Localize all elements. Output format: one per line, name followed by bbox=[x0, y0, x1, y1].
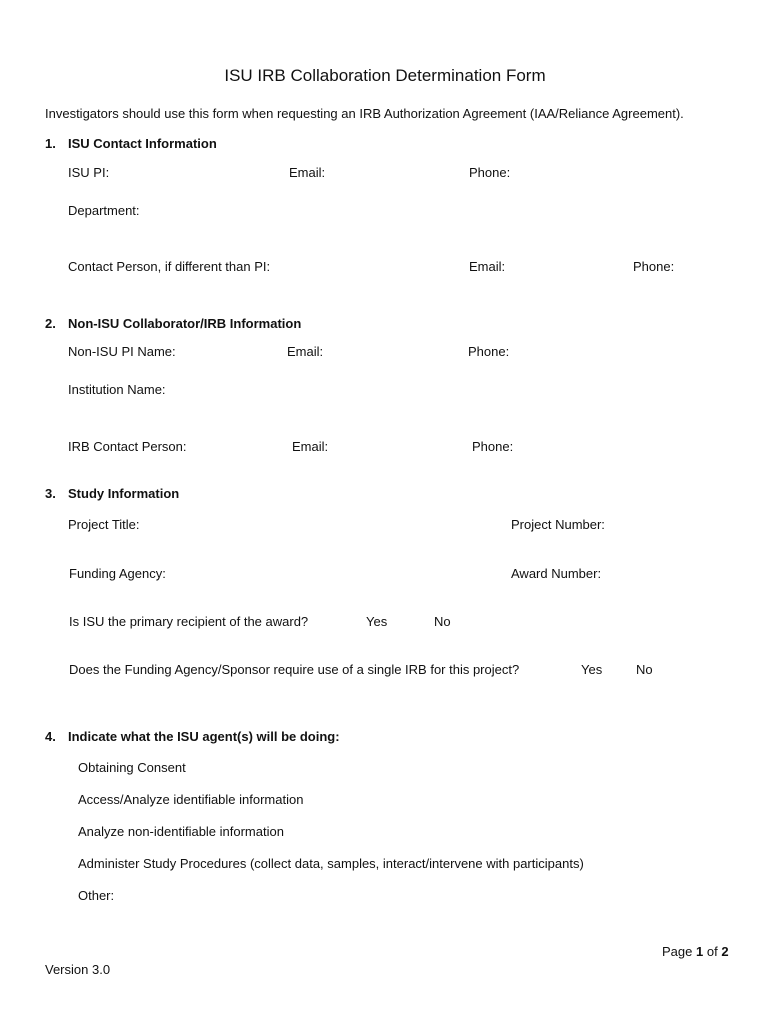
page-title: ISU IRB Collaboration Determination Form bbox=[224, 66, 546, 85]
section-2-heading: Non-ISU Collaborator/IRB Information bbox=[68, 316, 302, 331]
section-2-number: 2. bbox=[45, 316, 56, 331]
section-3-number: 3. bbox=[45, 486, 56, 501]
of-word: of bbox=[706, 944, 718, 959]
primary-recipient-question: Is ISU the primary recipient of the award? bbox=[69, 614, 309, 629]
page-current: 1 bbox=[696, 944, 704, 959]
contact-person-label: Contact Person, if different than PI: bbox=[68, 259, 271, 274]
non-isu-email-label: Email: bbox=[287, 344, 324, 359]
section-1-heading: ISU Contact Information bbox=[68, 136, 217, 151]
section-4-heading: Indicate what the ISU agent(s) will be doing: bbox=[68, 729, 340, 744]
contact-phone-label: Phone: bbox=[633, 259, 675, 274]
option-other[interactable]: Other: bbox=[78, 888, 115, 903]
project-number-label: Project Number: bbox=[511, 517, 605, 532]
page-number bbox=[662, 944, 729, 960]
department-label: Department: bbox=[68, 203, 140, 218]
page-total: 2 bbox=[721, 944, 729, 959]
page-word: Page bbox=[662, 944, 693, 959]
isu-pi-label: ISU PI: bbox=[68, 165, 110, 180]
version-label: Version 3.0 bbox=[45, 962, 111, 977]
irb-contact-phone-label: Phone: bbox=[472, 439, 514, 454]
funding-agency-label: Funding Agency: bbox=[69, 566, 166, 581]
option-analyze-non-identifiable[interactable]: Analyze non-identifiable information bbox=[78, 824, 284, 839]
section-1-number: 1. bbox=[45, 136, 56, 151]
non-isu-phone-label: Phone: bbox=[468, 344, 510, 359]
primary-recipient-no[interactable]: No bbox=[434, 614, 451, 629]
option-access-identifiable[interactable]: Access/Analyze identifiable information bbox=[78, 792, 304, 807]
non-isu-pi-label: Non-ISU PI Name: bbox=[68, 344, 176, 359]
contact-email-label: Email: bbox=[469, 259, 506, 274]
isu-pi-email-label: Email: bbox=[289, 165, 326, 180]
option-administer-procedures[interactable]: Administer Study Procedures (collect data, samples, interact/intervene with participants) bbox=[78, 856, 584, 871]
single-irb-yes[interactable]: Yes bbox=[581, 662, 603, 677]
project-title-label: Project Title: bbox=[68, 517, 140, 532]
section-4-number: 4. bbox=[45, 729, 56, 744]
primary-recipient-yes[interactable]: Yes bbox=[366, 614, 388, 629]
single-irb-question: Does the Funding Agency/Sponsor require use of a single IRB for this project? bbox=[69, 662, 520, 677]
isu-pi-phone-label: Phone: bbox=[469, 165, 511, 180]
single-irb-no[interactable]: No bbox=[636, 662, 653, 677]
award-number-label: Award Number: bbox=[511, 566, 602, 581]
section-3-heading: Study Information bbox=[68, 486, 180, 501]
irb-contact-email-label: Email: bbox=[292, 439, 329, 454]
irb-contact-label: IRB Contact Person: bbox=[68, 439, 187, 454]
option-obtaining-consent[interactable]: Obtaining Consent bbox=[78, 760, 186, 775]
intro-text: Investigators should use this form when requesting an IRB Authorization Agreement (IAA/Reliance Agreement). bbox=[45, 106, 684, 121]
institution-label: Institution Name: bbox=[68, 382, 166, 397]
